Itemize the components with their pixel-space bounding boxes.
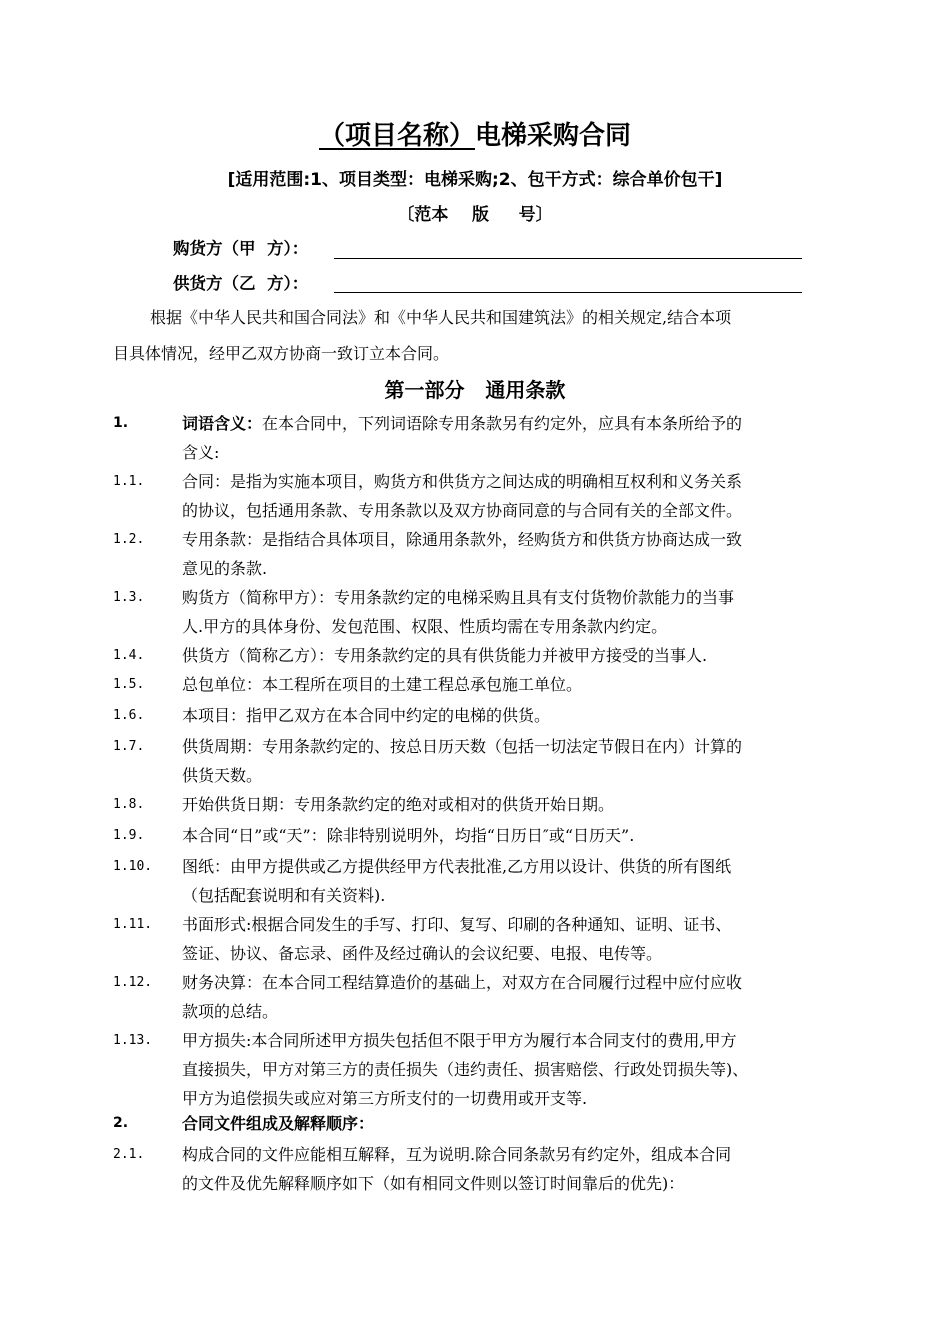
- version-line: 〔范本 版 号〕: [397, 205, 553, 225]
- project-name-placeholder: （项目名称）: [318, 121, 475, 151]
- clause-text: [182, 641, 854, 670]
- clause-text: [182, 790, 854, 819]
- clause-text-line: 购货方（简称甲方）：专用条款约定的电梯采购且具有支付货物价款能力的当事: [182, 588, 735, 607]
- clause-text-line: 合同：是指为实施本项目，购货方和供货方之间达成的明确相互权利和义务关系: [182, 472, 743, 491]
- clause-number: 2.: [113, 1115, 129, 1131]
- clause-text-line: 直接损失，甲方对第三方的责任损失（违约责任、损害赔偿、行政处罚损失等)、: [182, 1060, 749, 1079]
- intro-line-2: 目具体情况，经甲乙双方协商一致订立本合同。: [113, 344, 450, 363]
- clause-number: 1.9.: [113, 828, 145, 843]
- clause-text-line: 人.甲方的具体身份、发包范围、权限、性质均需在专用条款内约定。: [182, 617, 668, 636]
- clause-text: [182, 670, 854, 699]
- clause-text: [182, 525, 854, 583]
- clause-text-line: 甲方为追偿损失或应对第三方所支付的一切费用或开支等.: [182, 1089, 588, 1108]
- buyer-label: 购货方（甲 方）：: [173, 239, 309, 258]
- clause-text: [182, 1140, 854, 1198]
- clause-number: 1.5.: [113, 677, 145, 692]
- clause-text: [182, 1109, 854, 1138]
- clause-text-line: [182, 1109, 854, 1138]
- clause-text: [182, 968, 854, 1026]
- clause-number: 1.11.: [113, 917, 153, 932]
- clause-text-line: 专用条款：是指结合具体项目，除通用条款外，经购货方和供货方协商达成一致: [182, 530, 743, 549]
- document-title: [0, 116, 950, 156]
- clause-number: 1.12.: [113, 975, 153, 990]
- clause-number: 1.7.: [113, 739, 145, 754]
- clause-text: [182, 910, 854, 968]
- clause-text: [182, 852, 854, 910]
- clause-text-line: 供货方（简称乙方）：专用条款约定的具有供货能力并被甲方接受的当事人.: [182, 646, 708, 665]
- clause-number: 1.3.: [113, 590, 145, 605]
- clause-text-line: 供货周期：专用条款约定的、按总日历天数（包括一切法定节假日在内）计算的: [182, 737, 743, 756]
- buyer-blank-line: [334, 258, 802, 259]
- seller-blank-line: [334, 292, 802, 293]
- clause-number: 1.13.: [113, 1033, 153, 1048]
- clause-text-line: 财务决算：在本合同工程结算造价的基础上，对双方在合同履行过程中应付应收: [182, 973, 743, 992]
- title-text: 电梯采购合同: [475, 121, 632, 151]
- clause-number: 1.4.: [113, 648, 145, 663]
- clause-number: 2.1.: [113, 1147, 145, 1162]
- clause-text: [182, 821, 854, 850]
- clause-text-line: 构成合同的文件应能相互解释，互为说明.除合同条款另有约定外，组成本合同: [182, 1145, 732, 1164]
- clause-text: [182, 583, 854, 641]
- clause-heading: 合同文件组成及解释顺序：: [182, 1114, 375, 1133]
- clause-number: 1.: [113, 415, 129, 431]
- clause-text: [182, 467, 854, 525]
- seller-label: 供货方（乙 方）：: [173, 274, 309, 293]
- clause-text-line: 的协议，包括通用条款、专用条款以及双方协商同意的与合同有关的全部文件。: [182, 501, 743, 520]
- clause-text-line: 本项目：指甲乙双方在本合同中约定的电梯的供货。: [182, 706, 551, 725]
- clause-number: 1.6.: [113, 708, 145, 723]
- clause-number: 1.8.: [113, 797, 145, 812]
- part-one-title: 第一部分 通用条款: [384, 378, 566, 402]
- clause-text: [182, 732, 854, 790]
- clause-number: 1.2.: [113, 532, 145, 547]
- clause-text-line: 图纸：由甲方提供或乙方提供经甲方代表批准,乙方用以设计、供货的所有图纸: [182, 857, 732, 876]
- clause-number: 1.10.: [113, 859, 153, 874]
- clause-text-line: 的文件及优先解释顺序如下（如有相同文件则以签订时间靠后的优先)：: [182, 1174, 685, 1193]
- clause-text-line: 签证、协议、备忘录、函件及经过确认的会议纪要、电报、电传等。: [182, 944, 663, 963]
- clause-text-line: 总包单位：本工程所在项目的土建工程总承包施工单位。: [182, 675, 583, 694]
- clause-number: 1.1.: [113, 474, 145, 489]
- clause-text-line: 书面形式:根据合同发生的手写、打印、复写、印刷的各种通知、证明、证书、: [182, 915, 732, 934]
- clause-text-line: 本合同“日”或“天”：除非特别说明外，均指“日历日″或“日历天”.: [182, 826, 635, 845]
- clause-text: [182, 409, 854, 467]
- clause-text-line: 款项的总结。: [182, 1002, 279, 1021]
- clause-text-line: 开始供货日期：专用条款约定的绝对或相对的供货开始日期。: [182, 795, 615, 814]
- clause-text-line: 甲方损失:本合同所述甲方损失包括但不限于甲方为履行本合同支付的费用,甲方: [182, 1031, 737, 1050]
- scope-line: [适用范围:1、项目类型：电梯采购;2、包干方式：综合单价包干]: [227, 170, 723, 190]
- intro-line-1: 根据《中华人民共和国合同法》和《中华人民共和国建筑法》的相关规定,结合本项: [150, 308, 732, 327]
- clause-text-line: 供货天数。: [182, 766, 263, 785]
- clause-text: [182, 701, 854, 730]
- clause-text-line: 词语含义：在本合同中，下列词语除专用条款另有约定外，应具有本条所给予的: [182, 414, 743, 433]
- clause-heading: 词语含义：: [182, 414, 263, 433]
- clause-text-line: 含义:: [182, 443, 220, 462]
- clause-text-line: （包括配套说明和有关资料).: [182, 886, 386, 905]
- clause-text: [182, 1026, 854, 1113]
- clause-text-line: 意见的条款.: [182, 559, 268, 578]
